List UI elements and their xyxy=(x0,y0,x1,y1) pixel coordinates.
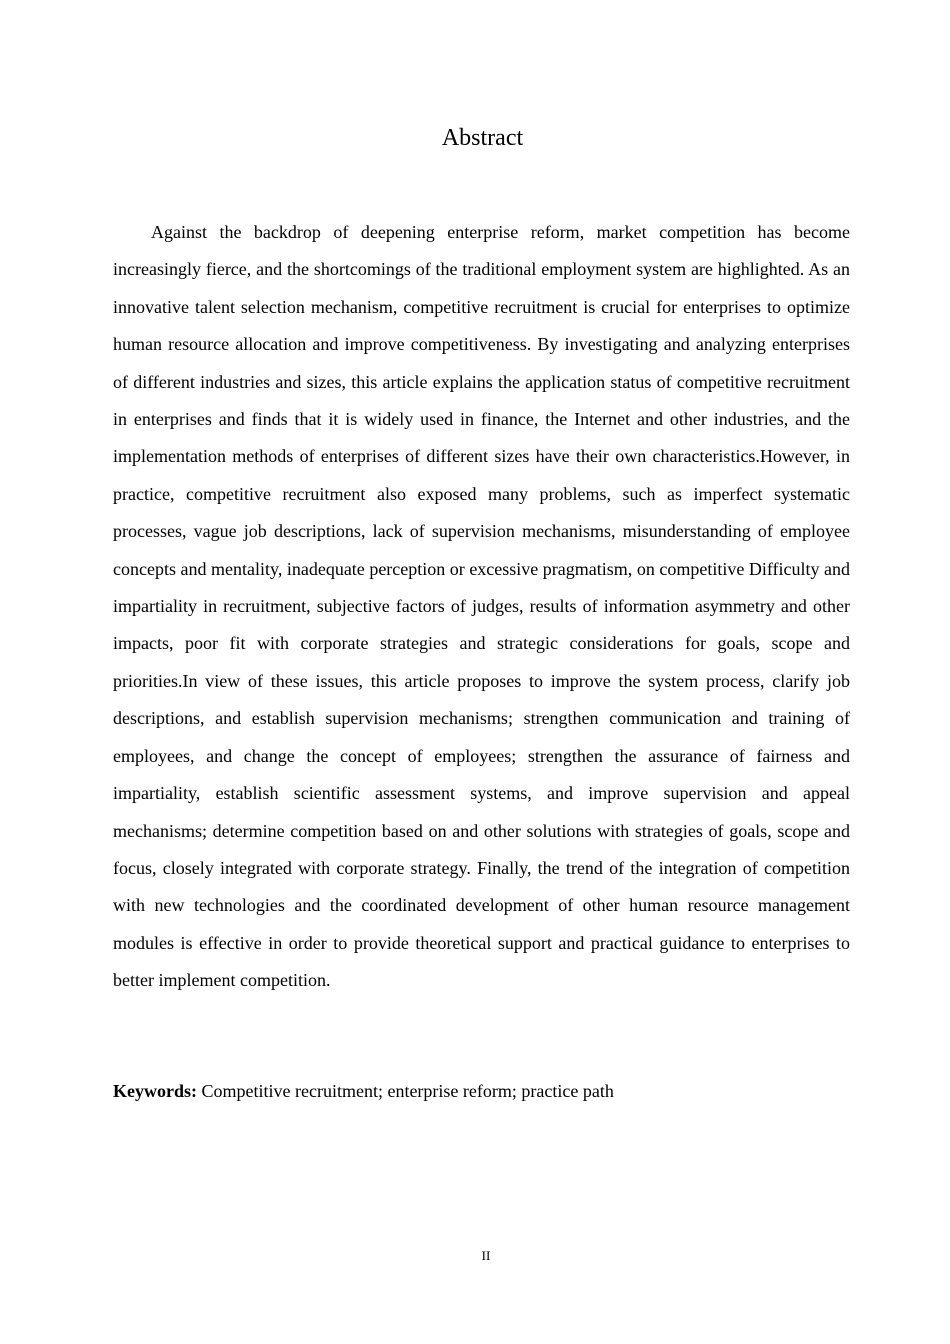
abstract-body: Against the backdrop of deepening enterprise reform, market competition has become increasingly fierce, and the shortcomings of the traditional employment system are highlighted. As an innovative talent selection mechanism, competitive recruitment is crucial for enterprises to optimize human resource allocation and improve competitiveness. By investigating and analyzing enterprises of different industries and sizes, this article explains the application status of competitive recruitment in enterprises and finds that it is widely used in finance, the Internet and other industries, and the implementation methods of enterprises of different sizes have their own characteristics.However, in practice, competitive recruitment also exposed many problems, such as imperfect systematic processes, vague job descriptions, lack of supervision mechanisms, misunderstanding of employee concepts and mentality, inadequate perception or excessive pragmatism, on competitive Difficulty and impartiality in recruitment, subjective factors of judges, results of information asymmetry and other impacts, poor fit with corporate strategies and strategic considerations for goals, scope and priorities.In view of these issues, this article proposes to improve the system process, clarify job descriptions, and establish supervision mechanisms; strengthen communication and training of employees, and change the concept of employees; strengthen the assurance of fairness and impartiality, establish scientific assessment systems, and improve supervision and appeal mechanisms; determine competition based on and other solutions with strategies of goals, scope and focus, closely integrated with corporate strategy. Finally, the trend of the integration of competition with new technologies and the coordinated development of other human resource management modules is effective in order to provide theoretical support and practical guidance to enterprises to better implement competition. xyxy=(113,222,850,991)
keywords-line xyxy=(113,1075,850,1107)
page-number: II xyxy=(481,1248,491,1263)
keywords-text: Competitive recruitment; enterprise reform; practice path xyxy=(197,1081,614,1101)
abstract-title: Abstract xyxy=(441,125,524,151)
keywords-label: Keywords: xyxy=(113,1081,197,1101)
